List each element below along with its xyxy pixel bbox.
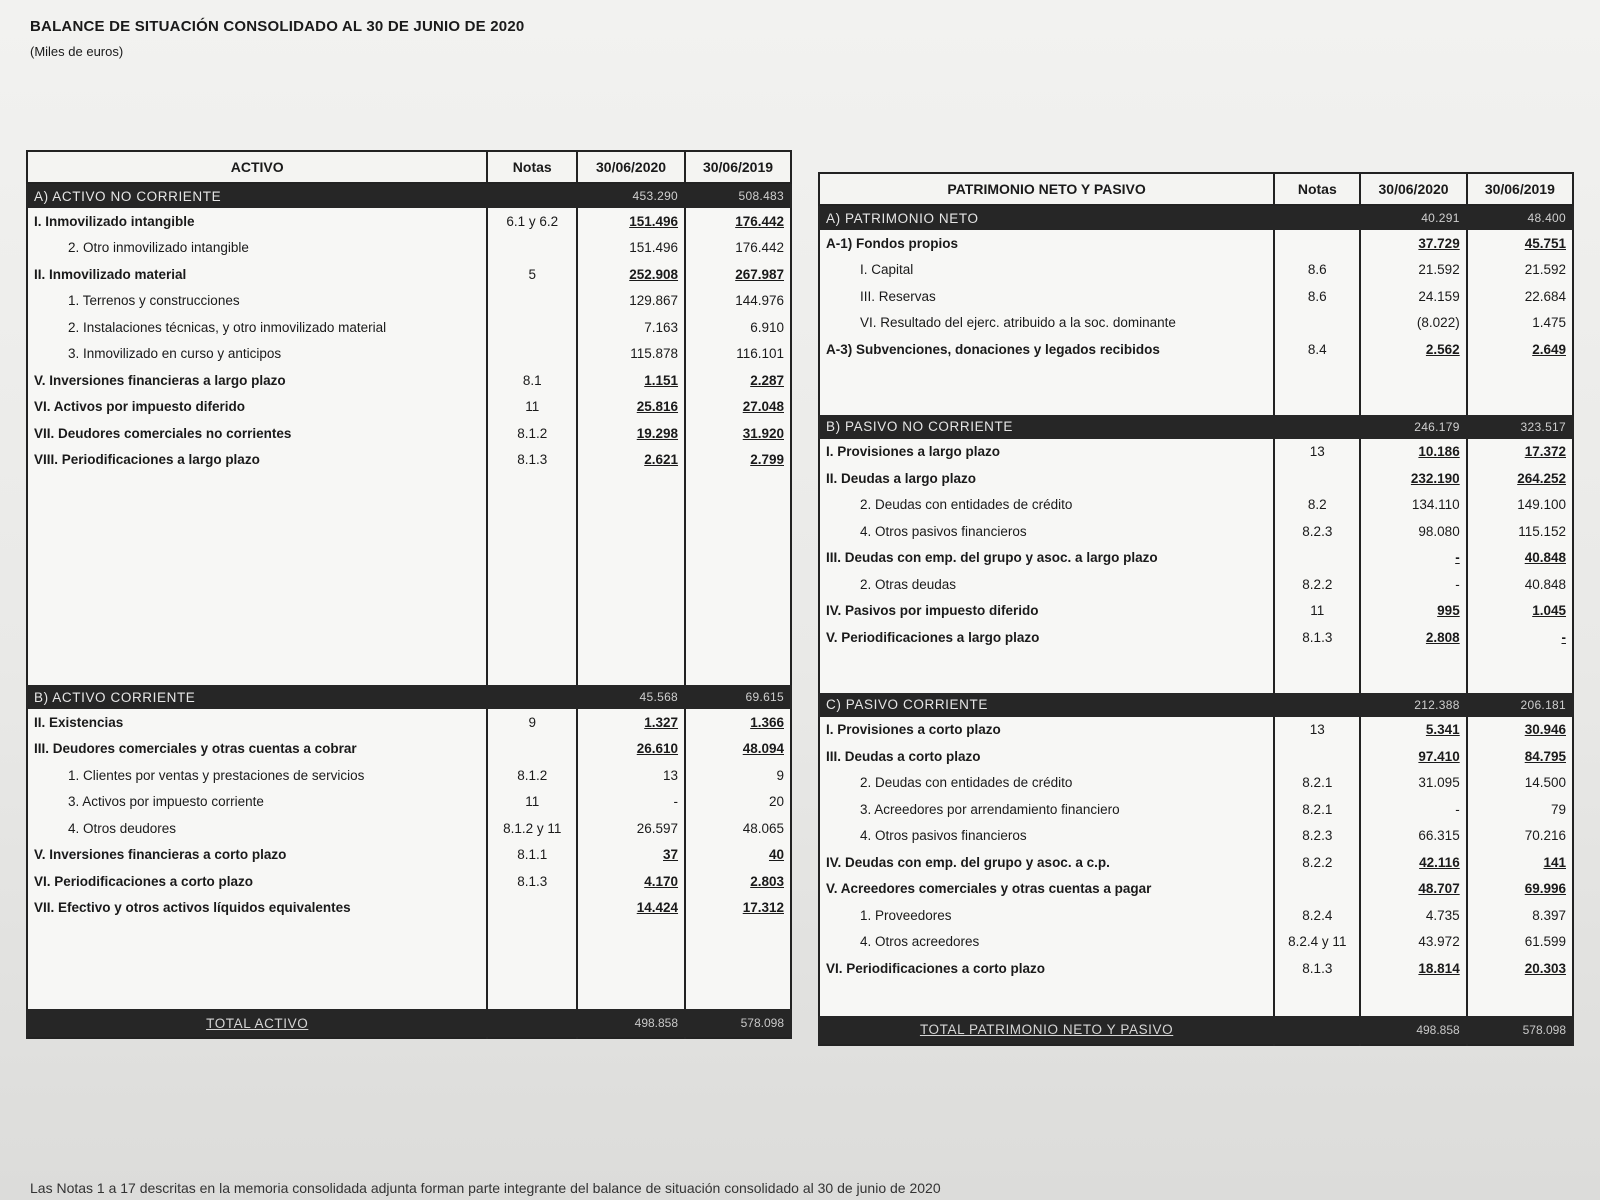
- row-notas: [1274, 545, 1360, 572]
- row-label: I. Provisiones a largo plazo: [819, 439, 1274, 466]
- row-value-2019: 17.372: [1467, 439, 1573, 466]
- row-notas: 5: [487, 261, 577, 288]
- section-label: A) PATRIMONIO NETO: [819, 205, 1274, 230]
- row-notas: [1274, 310, 1360, 337]
- row-value-2020: 995: [1360, 598, 1466, 625]
- table-row: [819, 545, 1573, 572]
- row-value-2020: 134.110: [1360, 492, 1466, 519]
- row-notas: [487, 235, 577, 262]
- section-value-2019: 69.615: [685, 685, 791, 709]
- row-value-2019: 2.649: [1467, 336, 1573, 363]
- table-row: [27, 868, 791, 895]
- row-notas: 8.1.2: [487, 420, 577, 447]
- table-row: [27, 261, 791, 288]
- row-value-2020: 26.597: [577, 815, 685, 842]
- row-value-2019: 22.684: [1467, 283, 1573, 310]
- row-notas: [1274, 876, 1360, 903]
- row-value-2019: 31.920: [685, 420, 791, 447]
- row-value-2020: 13: [577, 762, 685, 789]
- spacer-cell: [1360, 982, 1466, 1016]
- document-subtitle: (Miles de euros): [30, 44, 124, 59]
- row-value-2019: 17.312: [685, 895, 791, 922]
- row-notas: 8.2.1: [1274, 770, 1360, 797]
- section-value-2019: 206.181: [1467, 693, 1573, 717]
- row-value-2020: 97.410: [1360, 743, 1466, 770]
- row-notas: 9: [487, 709, 577, 736]
- activo-header-notas: Notas: [487, 151, 577, 183]
- table-row: [819, 283, 1573, 310]
- row-value-2019: 8.397: [1467, 902, 1573, 929]
- row-label: VII. Deudores comerciales no corrientes: [27, 420, 487, 447]
- table-row: [819, 492, 1573, 519]
- spacer-row: [27, 473, 791, 685]
- row-label: IV. Pasivos por impuesto diferido: [819, 598, 1274, 625]
- total-label: TOTAL PATRIMONIO NETO Y PASIVO: [819, 1016, 1274, 1045]
- row-notas: 8.1.3: [1274, 624, 1360, 651]
- row-value-2019: 69.996: [1467, 876, 1573, 903]
- pasivo-table: [818, 172, 1574, 1046]
- spacer-cell: [1360, 651, 1466, 693]
- row-notas: [487, 736, 577, 763]
- row-value-2020: 19.298: [577, 420, 685, 447]
- row-label: III. Deudores comerciales y otras cuentas a cobrar: [27, 736, 487, 763]
- row-value-2019: 176.442: [685, 235, 791, 262]
- table-row: [27, 842, 791, 869]
- row-label: V. Inversiones financieras a largo plazo: [27, 367, 487, 394]
- spacer-cell: [819, 982, 1274, 1016]
- table-row: [819, 624, 1573, 651]
- row-notas: 8.1.2 y 11: [487, 815, 577, 842]
- row-value-2020: 25.816: [577, 394, 685, 421]
- table-row: [819, 598, 1573, 625]
- table-row: [27, 789, 791, 816]
- spacer-cell: [1274, 363, 1360, 415]
- row-value-2020: 2.621: [577, 447, 685, 474]
- row-value-2019: 70.216: [1467, 823, 1573, 850]
- row-label: III. Deudas con emp. del grupo y asoc. a largo plazo: [819, 545, 1274, 572]
- table-row: [27, 314, 791, 341]
- spacer-row: [819, 363, 1573, 415]
- row-value-2020: 31.095: [1360, 770, 1466, 797]
- table-row: [27, 736, 791, 763]
- total-row: [819, 1016, 1573, 1045]
- row-value-2020: 43.972: [1360, 929, 1466, 956]
- row-value-2020: 232.190: [1360, 465, 1466, 492]
- row-value-2019: 115.152: [1467, 518, 1573, 545]
- section-notas: [1274, 205, 1360, 230]
- row-label: 3. Acreedores por arrendamiento financiero: [819, 796, 1274, 823]
- row-value-2019: 40.848: [1467, 545, 1573, 572]
- row-label: 2. Otro inmovilizado intangible: [27, 235, 487, 262]
- document-title: BALANCE DE SITUACIÓN CONSOLIDADO AL 30 DE JUNIO DE 2020: [30, 18, 525, 35]
- section-label: B) ACTIVO CORRIENTE: [27, 685, 487, 709]
- total-notas: [1274, 1016, 1360, 1045]
- table-row: [27, 762, 791, 789]
- row-label: VI. Periodificaciones a corto plazo: [27, 868, 487, 895]
- row-notas: 13: [1274, 717, 1360, 744]
- row-label: 3. Inmovilizado en curso y anticipos: [27, 341, 487, 368]
- total-value-2020: 498.858: [577, 1009, 685, 1038]
- row-label: I. Capital: [819, 257, 1274, 284]
- row-value-2019: 14.500: [1467, 770, 1573, 797]
- spacer-row: [27, 921, 791, 1009]
- table-row: [27, 341, 791, 368]
- row-notas: 8.2.1: [1274, 796, 1360, 823]
- row-notas: 11: [487, 394, 577, 421]
- row-notas: 13: [1274, 439, 1360, 466]
- row-notas: 8.2.3: [1274, 823, 1360, 850]
- row-label: 2. Otras deudas: [819, 571, 1274, 598]
- row-label: VI. Resultado del ejerc. atribuido a la soc. dominante: [819, 310, 1274, 337]
- row-value-2020: 24.159: [1360, 283, 1466, 310]
- activo-header-row: [27, 151, 791, 183]
- footer-note: Las Notas 1 a 17 descritas en la memoria consolidada adjunta forman parte integrante del balance de situación consolidado al 30 de junio de 2020: [30, 1180, 941, 1196]
- row-value-2020: -: [1360, 571, 1466, 598]
- section-notas: [1274, 415, 1360, 439]
- table-row: [27, 709, 791, 736]
- row-value-2020: 37: [577, 842, 685, 869]
- row-value-2020: -: [1360, 796, 1466, 823]
- section-value-2019: 323.517: [1467, 415, 1573, 439]
- spacer-row: [819, 982, 1573, 1016]
- row-notas: 11: [1274, 598, 1360, 625]
- row-value-2020: 98.080: [1360, 518, 1466, 545]
- row-notas: 8.2.2: [1274, 849, 1360, 876]
- row-value-2019: 141: [1467, 849, 1573, 876]
- table-row: [27, 208, 791, 235]
- spacer-cell: [577, 921, 685, 1009]
- row-notas: 8.4: [1274, 336, 1360, 363]
- spacer-cell: [819, 651, 1274, 693]
- row-notas: 11: [487, 789, 577, 816]
- row-label: III. Reservas: [819, 283, 1274, 310]
- table-row: [27, 367, 791, 394]
- row-label: VIII. Periodificaciones a largo plazo: [27, 447, 487, 474]
- row-label: 4. Otros pasivos financieros: [819, 823, 1274, 850]
- spacer-cell: [487, 473, 577, 685]
- row-label: VI. Activos por impuesto diferido: [27, 394, 487, 421]
- row-label: A-3) Subvenciones, donaciones y legados recibidos: [819, 336, 1274, 363]
- section-row: [819, 693, 1573, 717]
- row-label: 3. Activos por impuesto corriente: [27, 789, 487, 816]
- spacer-cell: [1274, 982, 1360, 1016]
- row-label: VII. Efectivo y otros activos líquidos equivalentes: [27, 895, 487, 922]
- total-row: [27, 1009, 791, 1038]
- row-value-2020: 2.808: [1360, 624, 1466, 651]
- row-value-2020: 2.562: [1360, 336, 1466, 363]
- row-value-2020: 37.729: [1360, 230, 1466, 257]
- row-label: VI. Periodificaciones a corto plazo: [819, 955, 1274, 982]
- total-value-2019: 578.098: [1467, 1016, 1573, 1045]
- row-value-2019: 40: [685, 842, 791, 869]
- row-notas: 8.2: [1274, 492, 1360, 519]
- spacer-cell: [819, 363, 1274, 415]
- row-value-2019: 2.287: [685, 367, 791, 394]
- row-value-2019: 21.592: [1467, 257, 1573, 284]
- section-value-2020: 45.568: [577, 685, 685, 709]
- spacer-cell: [1360, 363, 1466, 415]
- table-row: [819, 257, 1573, 284]
- row-notas: 8.2.4 y 11: [1274, 929, 1360, 956]
- row-label: V. Inversiones financieras a corto plazo: [27, 842, 487, 869]
- table-row: [819, 955, 1573, 982]
- row-value-2020: (8.022): [1360, 310, 1466, 337]
- table-row: [819, 310, 1573, 337]
- table-row: [819, 743, 1573, 770]
- table-row: [819, 465, 1573, 492]
- section-row: [27, 685, 791, 709]
- table-row: [27, 447, 791, 474]
- row-value-2020: 21.592: [1360, 257, 1466, 284]
- row-label: V. Periodificaciones a largo plazo: [819, 624, 1274, 651]
- row-notas: 6.1 y 6.2: [487, 208, 577, 235]
- row-label: II. Inmovilizado material: [27, 261, 487, 288]
- row-notas: 8.1.1: [487, 842, 577, 869]
- table-row: [819, 770, 1573, 797]
- row-value-2019: -: [1467, 624, 1573, 651]
- row-value-2019: 48.065: [685, 815, 791, 842]
- row-label: 4. Otros deudores: [27, 815, 487, 842]
- row-value-2019: 84.795: [1467, 743, 1573, 770]
- total-value-2020: 498.858: [1360, 1016, 1466, 1045]
- table-row: [819, 849, 1573, 876]
- row-value-2019: 176.442: [685, 208, 791, 235]
- row-value-2020: 1.327: [577, 709, 685, 736]
- table-row: [27, 815, 791, 842]
- row-label: A-1) Fondos propios: [819, 230, 1274, 257]
- section-value-2020: 453.290: [577, 183, 685, 208]
- row-value-2019: 144.976: [685, 288, 791, 315]
- row-notas: [487, 895, 577, 922]
- row-label: II. Deudas a largo plazo: [819, 465, 1274, 492]
- section-value-2020: 246.179: [1360, 415, 1466, 439]
- table-row: [27, 895, 791, 922]
- row-value-2020: -: [1360, 545, 1466, 572]
- spacer-cell: [1274, 651, 1360, 693]
- spacer-cell: [1467, 363, 1573, 415]
- row-value-2019: 79: [1467, 796, 1573, 823]
- table-row: [819, 796, 1573, 823]
- row-value-2019: 48.094: [685, 736, 791, 763]
- row-notas: 8.1.2: [487, 762, 577, 789]
- table-row: [819, 230, 1573, 257]
- table-row: [819, 518, 1573, 545]
- section-notas: [1274, 693, 1360, 717]
- row-label: I. Provisiones a corto plazo: [819, 717, 1274, 744]
- row-notas: [1274, 230, 1360, 257]
- row-value-2019: 149.100: [1467, 492, 1573, 519]
- spacer-cell: [1467, 651, 1573, 693]
- spacer-cell: [27, 473, 487, 685]
- spacer-cell: [685, 921, 791, 1009]
- row-value-2020: 4.735: [1360, 902, 1466, 929]
- row-value-2020: 48.707: [1360, 876, 1466, 903]
- row-value-2020: 5.341: [1360, 717, 1466, 744]
- row-notas: 8.2.4: [1274, 902, 1360, 929]
- pasivo-header-col1: 30/06/2020: [1360, 173, 1466, 205]
- row-value-2019: 27.048: [685, 394, 791, 421]
- row-value-2019: 20.303: [1467, 955, 1573, 982]
- row-value-2020: 1.151: [577, 367, 685, 394]
- row-label: 2. Deudas con entidades de crédito: [819, 770, 1274, 797]
- row-notas: 8.2.2: [1274, 571, 1360, 598]
- row-notas: [487, 288, 577, 315]
- section-row: [27, 183, 791, 208]
- row-value-2020: 151.496: [577, 235, 685, 262]
- row-value-2019: 1.475: [1467, 310, 1573, 337]
- table-row: [819, 336, 1573, 363]
- row-label: 1. Clientes por ventas y prestaciones de servicios: [27, 762, 487, 789]
- activo-header-col1: 30/06/2020: [577, 151, 685, 183]
- pasivo-header-label: PATRIMONIO NETO Y PASIVO: [819, 173, 1274, 205]
- row-value-2019: 30.946: [1467, 717, 1573, 744]
- section-value-2019: 508.483: [685, 183, 791, 208]
- row-label: 1. Proveedores: [819, 902, 1274, 929]
- row-label: 1. Terrenos y construcciones: [27, 288, 487, 315]
- row-value-2020: 10.186: [1360, 439, 1466, 466]
- row-notas: [1274, 743, 1360, 770]
- row-label: III. Deudas a corto plazo: [819, 743, 1274, 770]
- row-value-2019: 2.803: [685, 868, 791, 895]
- pasivo-header-notas: Notas: [1274, 173, 1360, 205]
- spacer-cell: [685, 473, 791, 685]
- spacer-row: [819, 651, 1573, 693]
- row-notas: 8.1.3: [487, 868, 577, 895]
- row-value-2020: 26.610: [577, 736, 685, 763]
- spacer-cell: [27, 921, 487, 1009]
- table-row: [819, 876, 1573, 903]
- table-row: [819, 823, 1573, 850]
- table-row: [819, 571, 1573, 598]
- row-label: II. Existencias: [27, 709, 487, 736]
- row-value-2019: 20: [685, 789, 791, 816]
- row-notas: [1274, 465, 1360, 492]
- row-notas: 8.1.3: [1274, 955, 1360, 982]
- row-notas: [487, 341, 577, 368]
- row-notas: 8.6: [1274, 283, 1360, 310]
- section-label: C) PASIVO CORRIENTE: [819, 693, 1274, 717]
- table-row: [27, 420, 791, 447]
- table-row: [27, 394, 791, 421]
- table-row: [819, 439, 1573, 466]
- row-label: 4. Otros pasivos financieros: [819, 518, 1274, 545]
- row-value-2019: 2.799: [685, 447, 791, 474]
- row-notas: 8.1: [487, 367, 577, 394]
- row-value-2019: 264.252: [1467, 465, 1573, 492]
- row-label: 2. Instalaciones técnicas, y otro inmovilizado material: [27, 314, 487, 341]
- row-notas: 8.2.3: [1274, 518, 1360, 545]
- row-value-2019: 116.101: [685, 341, 791, 368]
- row-value-2019: 40.848: [1467, 571, 1573, 598]
- activo-header-label: ACTIVO: [27, 151, 487, 183]
- row-value-2020: 151.496: [577, 208, 685, 235]
- table-row: [27, 288, 791, 315]
- row-value-2020: 66.315: [1360, 823, 1466, 850]
- row-value-2020: 4.170: [577, 868, 685, 895]
- table-row: [819, 717, 1573, 744]
- row-value-2019: 1.366: [685, 709, 791, 736]
- pasivo-header-col2: 30/06/2019: [1467, 173, 1573, 205]
- row-value-2019: 61.599: [1467, 929, 1573, 956]
- row-value-2020: 7.163: [577, 314, 685, 341]
- section-value-2020: 212.388: [1360, 693, 1466, 717]
- row-value-2020: 18.814: [1360, 955, 1466, 982]
- section-label: B) PASIVO NO CORRIENTE: [819, 415, 1274, 439]
- row-notas: [487, 314, 577, 341]
- row-value-2019: 267.987: [685, 261, 791, 288]
- total-value-2019: 578.098: [685, 1009, 791, 1038]
- spacer-cell: [487, 921, 577, 1009]
- section-value-2019: 48.400: [1467, 205, 1573, 230]
- row-value-2020: 42.116: [1360, 849, 1466, 876]
- row-label: 2. Deudas con entidades de crédito: [819, 492, 1274, 519]
- activo-header-col2: 30/06/2019: [685, 151, 791, 183]
- row-value-2020: 129.867: [577, 288, 685, 315]
- row-label: I. Inmovilizado intangible: [27, 208, 487, 235]
- section-notas: [487, 685, 577, 709]
- spacer-cell: [577, 473, 685, 685]
- section-row: [819, 205, 1573, 230]
- row-value-2020: 252.908: [577, 261, 685, 288]
- pasivo-header-row: [819, 173, 1573, 205]
- section-label: A) ACTIVO NO CORRIENTE: [27, 183, 487, 208]
- table-row: [819, 929, 1573, 956]
- row-label: 4. Otros acreedores: [819, 929, 1274, 956]
- row-label: V. Acreedores comerciales y otras cuentas a pagar: [819, 876, 1274, 903]
- row-value-2020: 115.878: [577, 341, 685, 368]
- row-value-2019: 45.751: [1467, 230, 1573, 257]
- section-row: [819, 415, 1573, 439]
- table-row: [819, 902, 1573, 929]
- table-row: [27, 235, 791, 262]
- total-label: TOTAL ACTIVO: [27, 1009, 487, 1038]
- row-notas: 8.1.3: [487, 447, 577, 474]
- row-value-2019: 9: [685, 762, 791, 789]
- row-notas: 8.6: [1274, 257, 1360, 284]
- row-value-2019: 1.045: [1467, 598, 1573, 625]
- section-value-2020: 40.291: [1360, 205, 1466, 230]
- row-value-2020: 14.424: [577, 895, 685, 922]
- spacer-cell: [1467, 982, 1573, 1016]
- row-label: IV. Deudas con emp. del grupo y asoc. a c.p.: [819, 849, 1274, 876]
- section-notas: [487, 183, 577, 208]
- row-value-2019: 6.910: [685, 314, 791, 341]
- total-notas: [487, 1009, 577, 1038]
- activo-table: [26, 150, 792, 1039]
- row-value-2020: -: [577, 789, 685, 816]
